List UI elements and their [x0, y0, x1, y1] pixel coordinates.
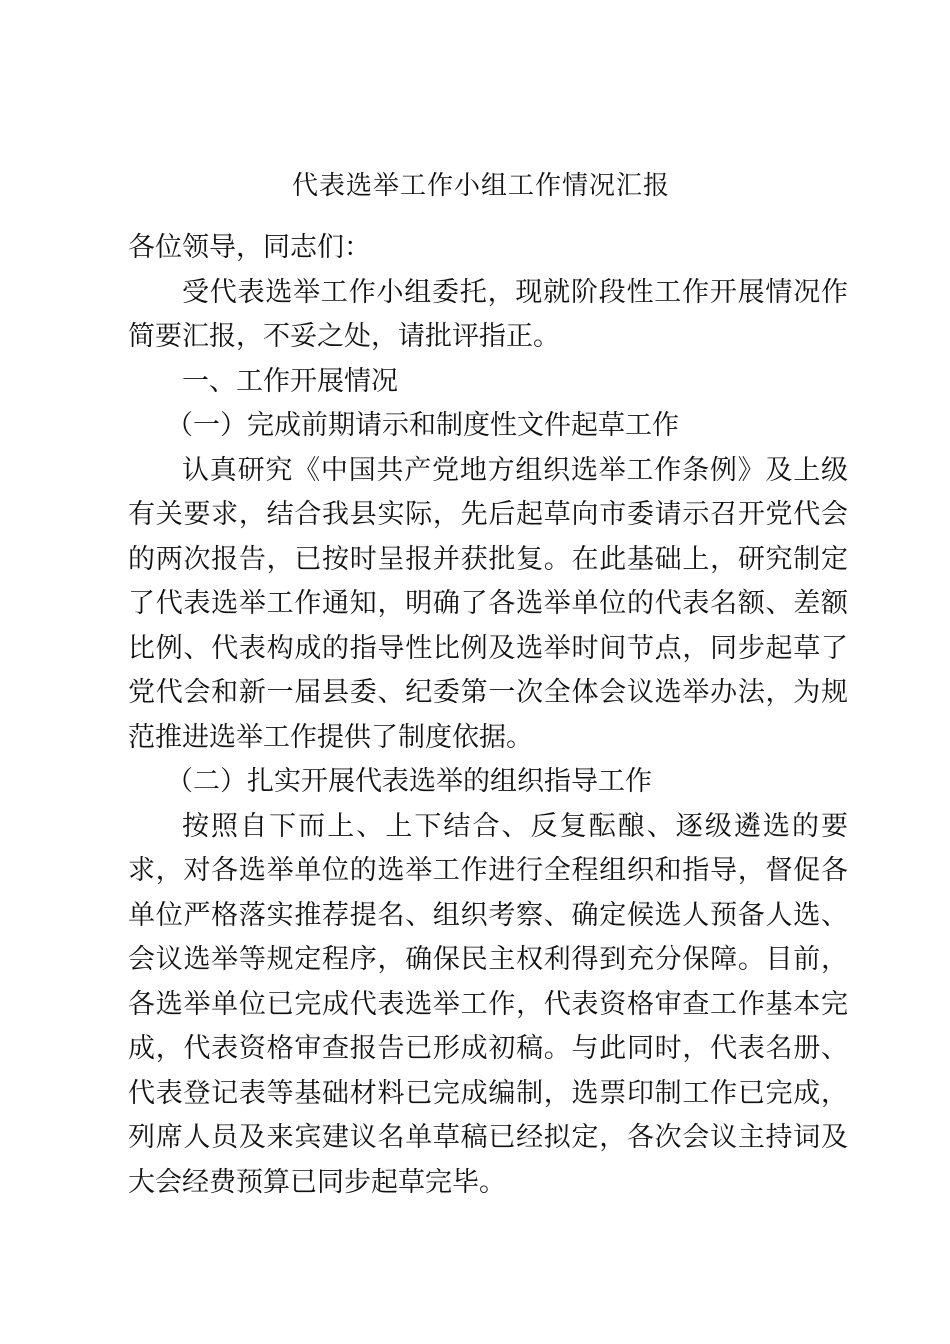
- subsection-heading-2: （二）扎实开展代表选举的组织指导工作: [166, 766, 652, 797]
- section-heading-1: 一、工作开展情况: [182, 365, 398, 397]
- salutation: 各位领导，同志们：: [128, 232, 371, 263]
- subsection-body-2: 按照自下而上、上下结合、反复酝酿、逐级遴选的要求，对各选举单位的选举工作进行全程组织和指导，督促各单位严格落实推荐提名、组织考察、确定候选人预备人选、会议选举等规定程序，确保民主权利得到充分保障。目前，各选举单位已完成代表选举工作，代表资格审查工作基本完成，代表资格审查报告已形成初稿。与此同时，代表名册、代表登记表等基础材料已完成编制，选票印制工作已完成，列席人员及来宾建议名单草稿已经拟定，各次会议主持词及大会经费预算已同步起草完毕。: [128, 810, 848, 1198]
- document-body: [128, 226, 848, 1205]
- document-title: 代表选举工作小组工作情况汇报: [291, 171, 670, 201]
- intro-paragraph: 受代表选举工作小组委托，现就阶段性工作开展情况作简要汇报，不妥之处，请批评指正。: [128, 276, 848, 352]
- subsection-body-1: 认真研究《中国共产党地方组织选举工作条例》及上级有关要求，结合我县实际，先后起草向市委请示召开党代会的两次报告，已按时呈报并获批复。在此基础上，研究制定了代表选举工作通知，明确了各选举单位的代表名额、差额比例、代表构成的指导性比例及选举时间节点，同步起草了党代会和新一届县委、纪委第一次全体会议选举办法，为规范推进选举工作提供了制度依据。: [128, 454, 848, 753]
- subsection-heading-1: （一）完成前期请示和制度性文件起草工作: [166, 410, 679, 441]
